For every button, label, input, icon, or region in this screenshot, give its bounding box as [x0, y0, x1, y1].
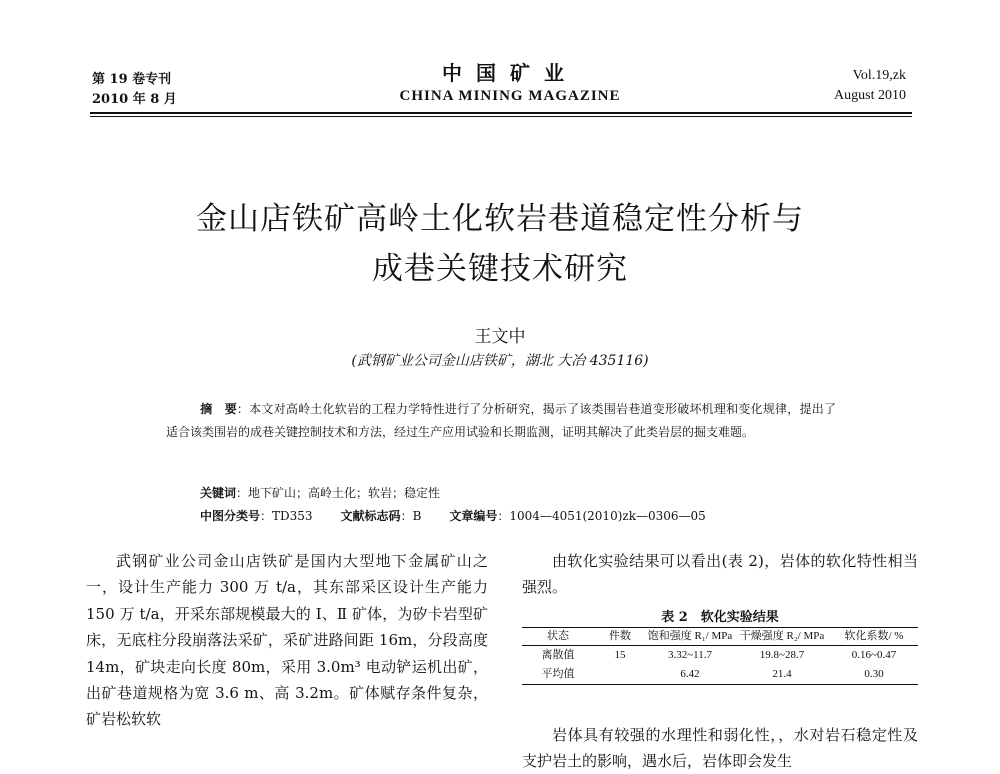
classification-line	[200, 507, 706, 524]
clc-label: 中图分类号	[200, 509, 261, 523]
softening-table	[522, 627, 918, 685]
title-line-1: 金山店铁矿高岭土化软岩巷道稳定性分析与	[196, 201, 804, 237]
table-row	[522, 646, 918, 666]
journal-volume-info-en	[834, 66, 906, 106]
table-row	[522, 665, 918, 685]
clc-value: ：TD353	[260, 509, 313, 523]
water-paragraph: 岩体具有较强的水理性和弱化性，，水对岩石稳定性及支护岩土的影响，遇水后，岩体即会发生	[522, 726, 918, 770]
table-header: 状态	[522, 628, 594, 646]
table-cell: 6.42	[646, 665, 734, 685]
table-cell: 21.4	[734, 665, 830, 685]
doc-code-value: ：B	[400, 509, 422, 523]
journal-masthead	[370, 60, 650, 105]
table-header: 饱和强度 R₁/ MPa	[646, 628, 734, 646]
keywords-text: ：地下矿山；高岭土化；软岩；稳定性	[236, 486, 441, 500]
table-header: 软化系数/ %	[830, 628, 918, 646]
issue-date-en: August 2010	[834, 88, 906, 103]
intro-paragraph: 武钢矿业公司金山店铁矿是国内大型地下金属矿山之一，设计生产能力 300 万 t/a，其东部采区设计生产能力 150 万 t/a，开采东部规模最大的 Ⅰ、Ⅱ 矿体，为矽卡岩型矿床，无底柱分段崩落法采矿，采矿进路间距 16m，分段高度 14m，矿块走向长度 80m，采用 3.0m³ 电动铲运机出矿，出矿巷道规格为宽 3.6 m、高 3.2m。矿体赋存条件复杂，矿岩松软软	[86, 552, 488, 729]
article-no-label: 文章编号	[449, 509, 498, 523]
volume-label: 第 19 卷专刊	[92, 72, 172, 87]
article-no-value: ：1004—4051(2010)zk—0306—05	[497, 509, 706, 523]
table-header: 件数	[594, 628, 646, 646]
header-rule-thin	[90, 116, 912, 117]
journal-name-en: CHINA MINING MAGAZINE	[399, 88, 621, 104]
table-cell: 离散值	[541, 649, 575, 661]
body-left-column	[86, 548, 488, 733]
author-name: 王文中	[474, 327, 526, 347]
abstract-label: 摘 要	[200, 402, 237, 416]
table-cell: 0.16~0.47	[851, 649, 897, 661]
softening-paragraph: 由软化实验结果可以看出(表 2)，岩体的软化特性相当强烈。	[522, 552, 918, 596]
table-cell: 平均值	[522, 665, 594, 685]
doc-code-label: 文献标志码	[340, 509, 401, 523]
journal-name-cn: 中国矿业	[442, 61, 578, 85]
table-cell: 19.8~28.7	[759, 649, 805, 661]
table-cell: 0.30	[830, 665, 918, 685]
author-affiliation: (武钢矿业公司金山店铁矿，湖北 大冶 435116)	[351, 353, 649, 369]
issue-date: 2010 年 8 月	[92, 92, 177, 107]
keywords-label: 关键词	[200, 486, 237, 500]
table-cell: 15	[614, 649, 626, 661]
table-caption: 表 2 软化实验结果	[661, 610, 779, 625]
header-rule	[90, 112, 912, 114]
title-line-2: 成巷关键技术研究	[372, 251, 628, 287]
table-cell	[594, 665, 646, 685]
table-cell: 3.32~11.7	[667, 649, 713, 661]
abstract	[166, 398, 836, 444]
volume-label-en: Vol.19,zk	[852, 68, 906, 83]
journal-volume-info	[92, 70, 177, 110]
article-title	[100, 194, 900, 294]
table-header-row	[522, 628, 918, 646]
abstract-text: ：本文对高岭土化软岩的工程力学特性进行了分析研究，揭示了该类围岩巷道变形破坏机理和变化规律，提出了适合该类围岩的成巷关键控制技术和方法，经过生产应用试验和长期监测，证明其解决了此类岩层的掘支难题。	[166, 402, 836, 439]
keywords	[200, 484, 440, 501]
table-header: 干燥强度 R₂/ MPa	[734, 628, 830, 646]
